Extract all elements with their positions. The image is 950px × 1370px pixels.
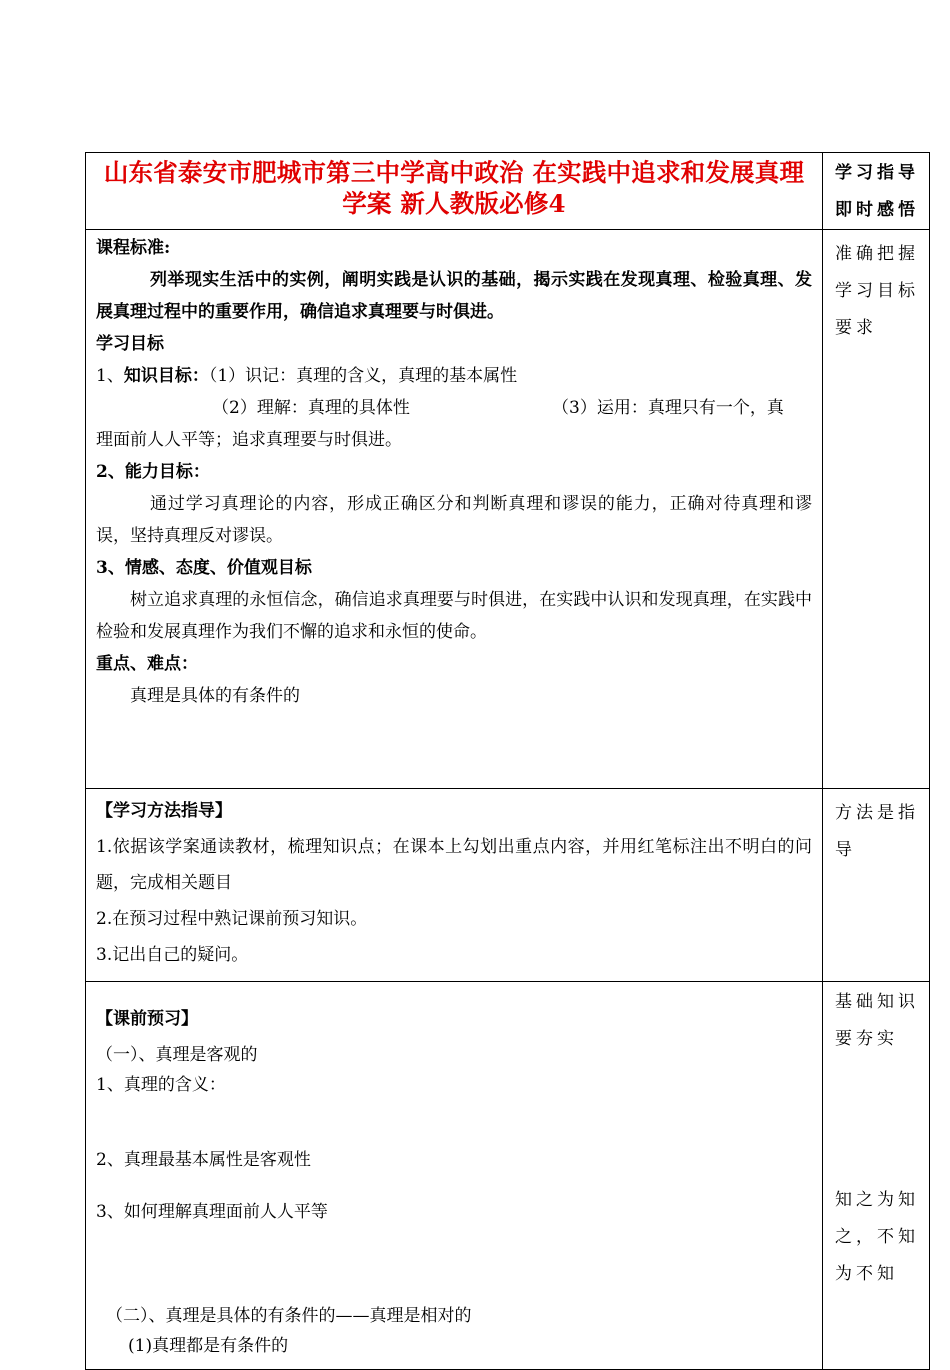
key-heading: 重点、难点： [96, 654, 198, 674]
objectives-content [86, 230, 822, 720]
objectives-side-note: 准确把握学习目标要求 [835, 244, 919, 338]
preview-part-2: （二）、真理是具体的有条件的——真理是相对的 [106, 1306, 472, 1326]
ability-heading: 2、能力目标： [96, 462, 210, 482]
emotion-heading: 3、情感、态度、价值观目标 [96, 558, 312, 578]
preview-side-cell [823, 982, 930, 1370]
side-header-cell [823, 153, 930, 230]
key-text: 真理是具体的有条件的 [130, 686, 300, 706]
preview-row [86, 982, 930, 1370]
preview-question-2: 2、真理最基本属性是客观性 [96, 1150, 311, 1170]
preview-part-2-item-1: (1)真理都是有条件的 [128, 1336, 289, 1356]
side-header-label: 学习指导即时感悟 [835, 163, 919, 220]
preview-side-note-2: 知之为知之，不知为不知 [835, 1190, 919, 1284]
preview-heading: 【课前预习】 [96, 1009, 198, 1029]
worksheet [85, 152, 928, 1370]
method-item-3: 3.记出自己的疑问。 [96, 945, 249, 965]
method-item-2: 2.在预习过程中熟记课前预习知识。 [96, 909, 368, 929]
header-row [86, 153, 930, 230]
goals-heading: 学习目标 [96, 334, 164, 354]
emotion-text: 树立追求真理的永恒信念，确信追求真理要与时俱进，在实践中认识和发现真理，在实践中检验和发展真理作为我们不懈的追求和永恒的使命。 [96, 590, 812, 642]
standard-text: 列举现实生活中的实例，阐明实践是认识的基础，揭示实践在发现真理、检验真理、发展真理过程中的重要作用，确信追求真理要与时俱进。 [96, 270, 812, 322]
knowledge-item-2: （2）理解：真理的具体性 [212, 398, 410, 418]
preview-question-1: 1、真理的含义： [96, 1075, 226, 1095]
knowledge-item-3a: （3）运用：真理只有一个，真 [552, 398, 784, 418]
knowledge-line-2 [96, 392, 812, 424]
method-cell [86, 789, 823, 982]
objectives-cell [86, 230, 823, 789]
ability-text: 通过学习真理论的内容，形成正确区分和判断真理和谬误的能力，正确对待真理和谬误，坚持真理反对谬误。 [96, 494, 812, 546]
knowledge-item-1: （1）识记：真理的含义，真理的基本属性 [208, 366, 518, 386]
objectives-side-cell [823, 230, 930, 789]
worksheet-table [85, 152, 930, 1370]
knowledge-item-3b: 理面前人人平等；追求真理要与时俱进。 [96, 430, 402, 450]
page-title: 山东省泰安市肥城市第三中学高中政治 在实践中追求和发展真理学案 新人教版必修4 [103, 158, 805, 218]
title-cell [86, 153, 823, 230]
standard-heading: 课程标准: [96, 238, 171, 258]
preview-question-3: 3、如何理解真理面前人人平等 [96, 1202, 328, 1222]
knowledge-line [96, 360, 812, 392]
method-content [86, 789, 822, 981]
method-row [86, 789, 930, 982]
preview-cell [86, 982, 823, 1370]
method-item-1: 1.依据该学案通读教材，梳理知识点；在课本上勾划出重点内容，并用红笔标注出不明白的问题，完成相关题目 [96, 837, 812, 893]
preview-content [86, 982, 822, 1369]
knowledge-label: 知识目标： [123, 366, 209, 386]
preview-side-note-1: 基础知识要夯实 [835, 992, 919, 1049]
method-heading: 【学习方法指导】 [96, 801, 232, 821]
preview-part-1: （一）、真理是客观的 [96, 1045, 258, 1065]
objectives-row [86, 230, 930, 789]
method-side-note: 方法是指导 [835, 803, 919, 860]
method-side-cell [823, 789, 930, 982]
knowledge-prefix: 1、 [96, 366, 124, 386]
